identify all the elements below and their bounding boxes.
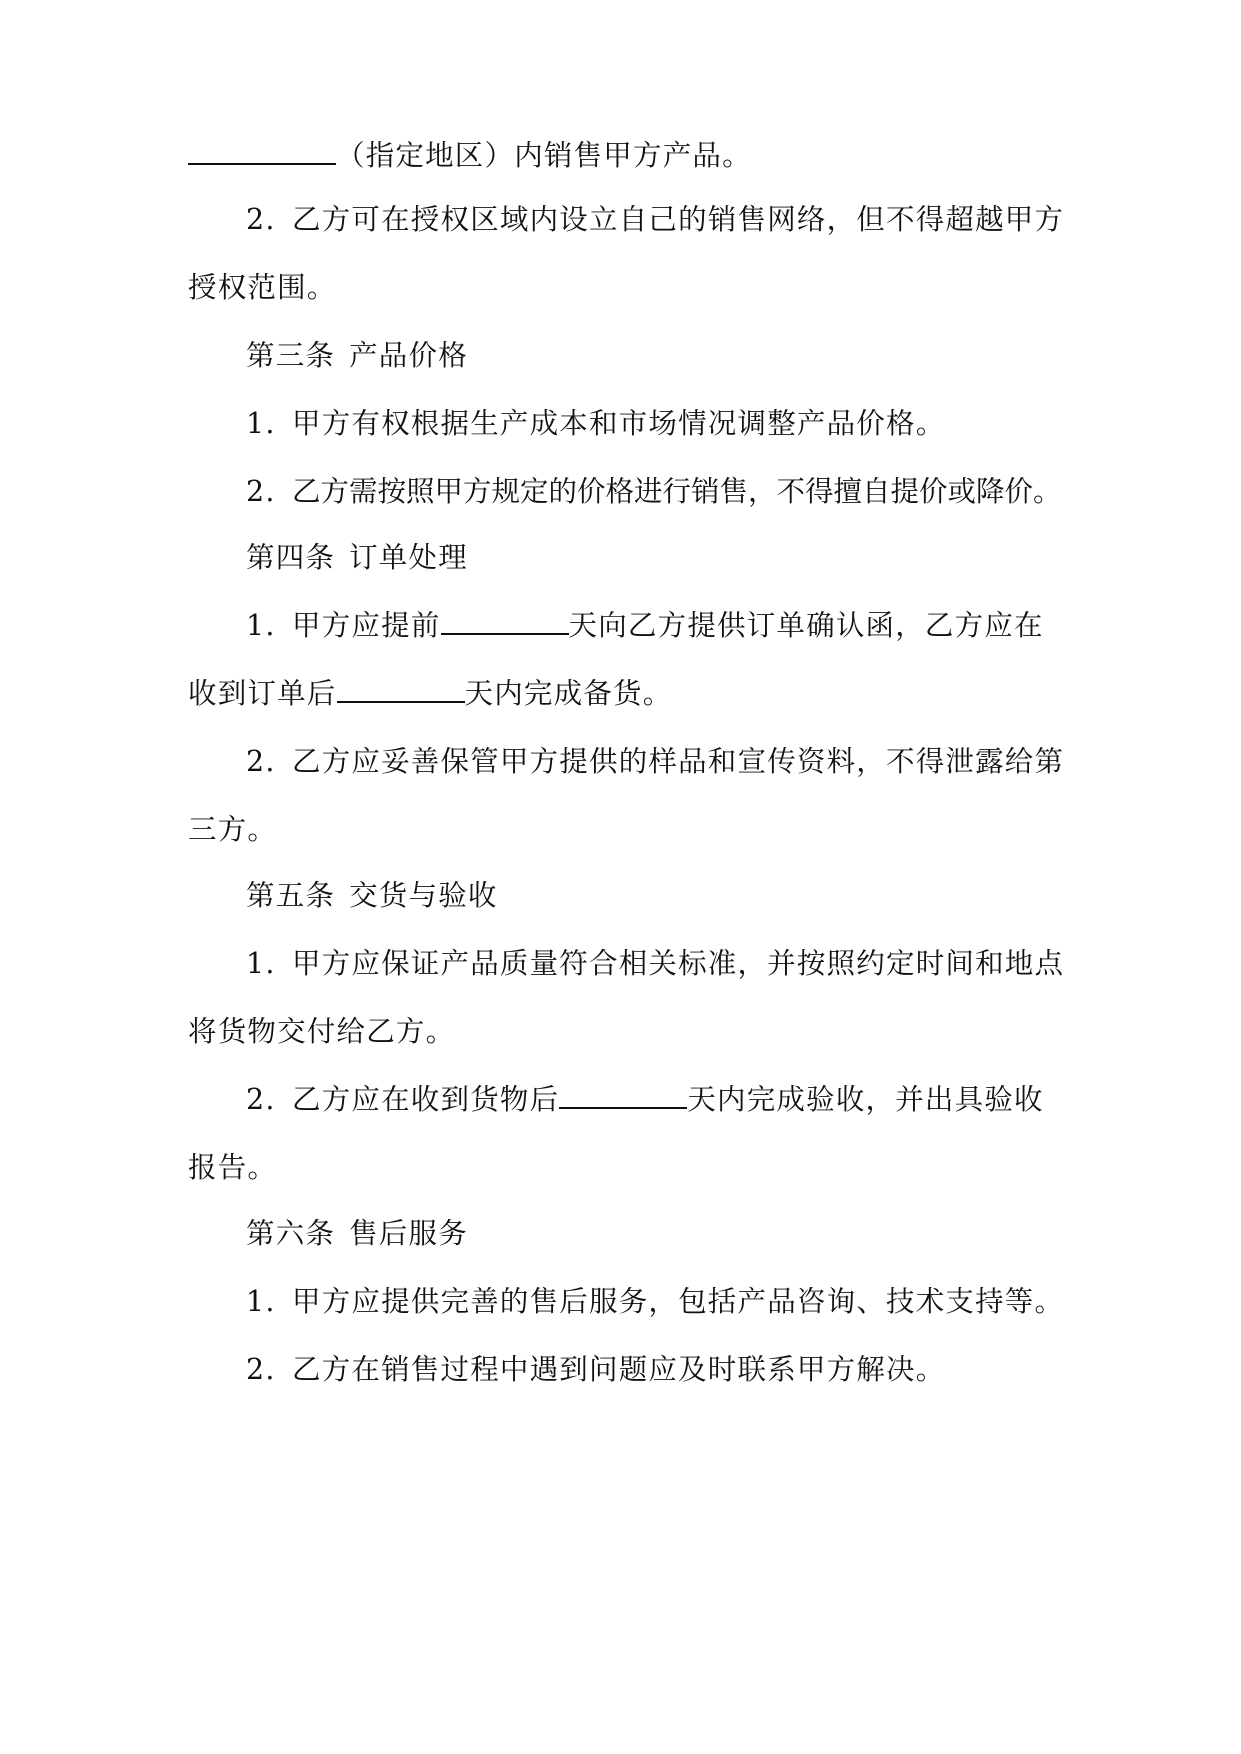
fill-in-blank: [337, 677, 465, 703]
fill-in-blank: [559, 1083, 687, 1109]
clause-text: 甲方应提前: [292, 609, 441, 642]
text-span: 授权范围。: [188, 271, 337, 304]
clause-text: 天内完成验收，并出具验收: [687, 1083, 1044, 1116]
section-heading: [246, 1216, 468, 1252]
text-span: 三方。: [188, 813, 278, 846]
clause-item: [246, 946, 1064, 982]
paragraph-line: [188, 676, 672, 712]
section-heading: [246, 540, 468, 576]
paragraph-line: [188, 138, 752, 174]
text-span: 将货物交付给乙方。: [188, 1015, 456, 1048]
section-name: 产品价格: [349, 339, 468, 372]
text-span: （指定地区）内销售甲方产品。: [336, 139, 752, 172]
paragraph-line: [188, 812, 277, 848]
clause-text: 乙方应在收到货物后: [292, 1083, 560, 1116]
clause-item: [246, 474, 1062, 510]
clause-number: 1.: [246, 1285, 276, 1318]
clause-text: 天向乙方提供订单确认函，乙方应在: [568, 609, 1044, 642]
clause-text: 乙方在销售过程中遇到问题应及时联系甲方解决。: [292, 1353, 946, 1386]
text-span: 收到订单后: [188, 677, 337, 710]
clause-text: 甲方有权根据生产成本和市场情况调整产品价格。: [292, 407, 946, 440]
clause-item: [246, 406, 945, 442]
fill-in-blank: [441, 609, 569, 635]
section-name: 交货与验收: [349, 879, 498, 912]
section-title: 第五条: [246, 879, 336, 912]
clause-item: [246, 608, 1044, 644]
clause-number: 2.: [246, 475, 276, 508]
paragraph-line: [188, 1150, 277, 1186]
clause-number: 1.: [246, 947, 276, 980]
paragraph-line: [188, 1014, 455, 1050]
clause-item: [246, 202, 1064, 238]
clause-number: 2.: [246, 745, 276, 778]
clause-text: 乙方可在授权区域内设立自己的销售网络，但不得超越甲方: [292, 203, 1065, 236]
clause-text: 乙方应妥善保管甲方提供的样品和宣传资料，不得泄露给第: [292, 745, 1065, 778]
clause-number: 1.: [246, 407, 276, 440]
clause-text: 甲方应提供完善的售后服务，包括产品咨询、技术支持等。: [292, 1285, 1065, 1318]
clause-number: 2.: [246, 203, 276, 236]
section-title: 第三条: [246, 339, 336, 372]
clause-text: 甲方应保证产品质量符合相关标准，并按照约定时间和地点: [292, 947, 1065, 980]
clause-item: [246, 1082, 1044, 1118]
section-title: 第四条: [246, 541, 336, 574]
clause-item: [246, 1352, 945, 1388]
section-heading: [246, 878, 498, 914]
clause-number: 1.: [246, 609, 276, 642]
section-name: 售后服务: [349, 1217, 468, 1250]
clause-item: [246, 1284, 1064, 1320]
fill-in-blank: [188, 139, 336, 165]
section-heading: [246, 338, 468, 374]
text-span: 报告。: [188, 1151, 278, 1184]
text-span: 天内完成备货。: [464, 677, 673, 710]
section-title: 第六条: [246, 1217, 336, 1250]
clause-number: 2.: [246, 1353, 276, 1386]
section-name: 订单处理: [349, 541, 468, 574]
clause-item: [246, 744, 1064, 780]
clause-text: 乙方需按照甲方规定的价格进行销售，不得擅自提价或降价。: [292, 475, 1062, 508]
clause-number: 2.: [246, 1083, 276, 1116]
paragraph-line: [188, 270, 337, 306]
